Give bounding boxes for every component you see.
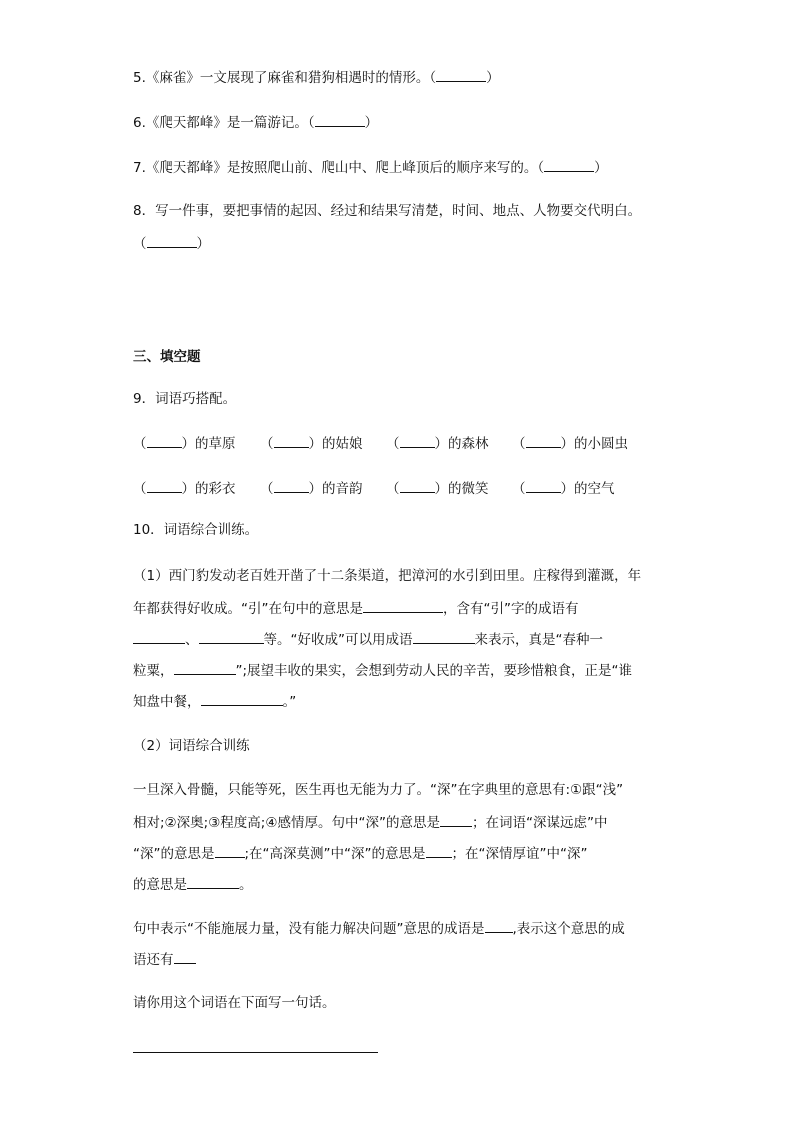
answer-blank[interactable] [363, 598, 443, 613]
question-10-title: 10．词语综合训练。 [133, 522, 259, 538]
answer-blank[interactable] [400, 433, 435, 448]
answer-blank[interactable] [485, 918, 513, 933]
section-title: 三、填空题 [133, 349, 201, 365]
answer-blank[interactable] [147, 433, 182, 448]
answer-blank[interactable] [187, 874, 239, 889]
answer-blank[interactable] [436, 67, 486, 82]
question-5-text: 5.《麻雀》一文展现了麻雀和猎狗相遇时的情形。（ [133, 70, 437, 86]
passage-line: 、 等。“好收成”可以用成语 来表示，真是“春种一 [133, 629, 603, 649]
answer-blank[interactable] [413, 629, 475, 644]
answer-blank[interactable] [215, 843, 245, 858]
question-8-answer: （ ） [133, 233, 210, 253]
question-8-text: 8．写一件事，要把事情的起因、经过和结果写清楚，时间、地点、人物要交代明白。 [133, 203, 642, 219]
subquestion-title: （2）词语综合训练 [133, 738, 250, 754]
passage-line: 语还有 [133, 949, 196, 969]
answer-blank[interactable] [274, 478, 309, 493]
answer-blank[interactable] [426, 843, 452, 858]
match-item: （ ）的空气 [512, 478, 615, 498]
question-6-text: 6.《爬天都峰》是一篇游记。（ [133, 115, 315, 131]
match-item: （ ）的彩衣 [133, 478, 236, 498]
answer-blank[interactable] [526, 433, 561, 448]
passage-line: 的意思是 。 [133, 874, 253, 894]
question-8 [133, 202, 641, 220]
match-item: （ ）的音韵 [260, 478, 363, 498]
answer-blank[interactable] [133, 629, 185, 644]
answer-blank[interactable] [201, 691, 283, 706]
writing-line[interactable] [133, 1052, 378, 1053]
passage-line: 一旦深入骨髓，只能等死，医生再也无能为力了。“深”在字典里的意思有:①跟“浅” [133, 782, 624, 798]
passage-line: “深”的意思是 ;在“高深莫测”中“深”的意思是 ；在“深情厚谊”中“深” [133, 843, 588, 863]
answer-blank[interactable] [147, 478, 182, 493]
answer-blank[interactable] [544, 157, 594, 172]
instruction-line: 请你用这个词语在下面写一句话。 [133, 995, 336, 1011]
match-item: （ ）的小圆虫 [512, 433, 628, 453]
question-5: 5.《麻雀》一文展现了麻雀和猎狗相遇时的情形。（ ） [133, 67, 500, 87]
passage-line: 年都获得好收成。“引”在句中的意思是 ，含有“引”字的成语有 [133, 598, 579, 618]
answer-blank[interactable] [147, 233, 197, 248]
answer-blank[interactable] [526, 478, 561, 493]
passage-line: 句中表示“不能施展力量，没有能力解决问题”意思的成语是 ,表示这个意思的成 [133, 918, 625, 938]
passage-line: 相对;②深奥;③程度高;④感情厚。句中“深”的意思是 ；在词语“深谋远虑”中 [133, 812, 607, 832]
answer-blank[interactable] [440, 812, 472, 827]
match-item: （ ）的微笑 [386, 478, 489, 498]
match-item: （ ）的草原 [133, 433, 236, 453]
question-7-text: 7.《爬天都峰》是按照爬山前、爬山中、爬上峰顶后的顺序来写的。（ [133, 160, 545, 176]
answer-blank[interactable] [174, 949, 196, 964]
passage-line: 粒粟， ”;展望丰收的果实，会想到劳动人民的辛苦，要珍惜粮食，正是“谁 [133, 660, 632, 680]
answer-blank[interactable] [315, 112, 365, 127]
match-item: （ ）的森林 [386, 433, 489, 453]
match-item: （ ）的姑娘 [260, 433, 363, 453]
passage-line: （1）西门豹发动老百姓开凿了十二条渠道，把漳河的水引到田里。庄稼得到灌溉，年 [133, 568, 642, 584]
passage-line: 知盘中餐， 。” [133, 691, 296, 711]
answer-blank[interactable] [274, 433, 309, 448]
question-7: 7.《爬天都峰》是按照爬山前、爬山中、爬上峰顶后的顺序来写的。（ ） [133, 157, 608, 177]
answer-blank[interactable] [199, 629, 264, 644]
answer-blank[interactable] [174, 660, 236, 675]
question-9-title: 9．词语巧搭配。 [133, 391, 237, 407]
question-6: 6.《爬天都峰》是一篇游记。（ ） [133, 112, 378, 132]
answer-blank[interactable] [400, 478, 435, 493]
